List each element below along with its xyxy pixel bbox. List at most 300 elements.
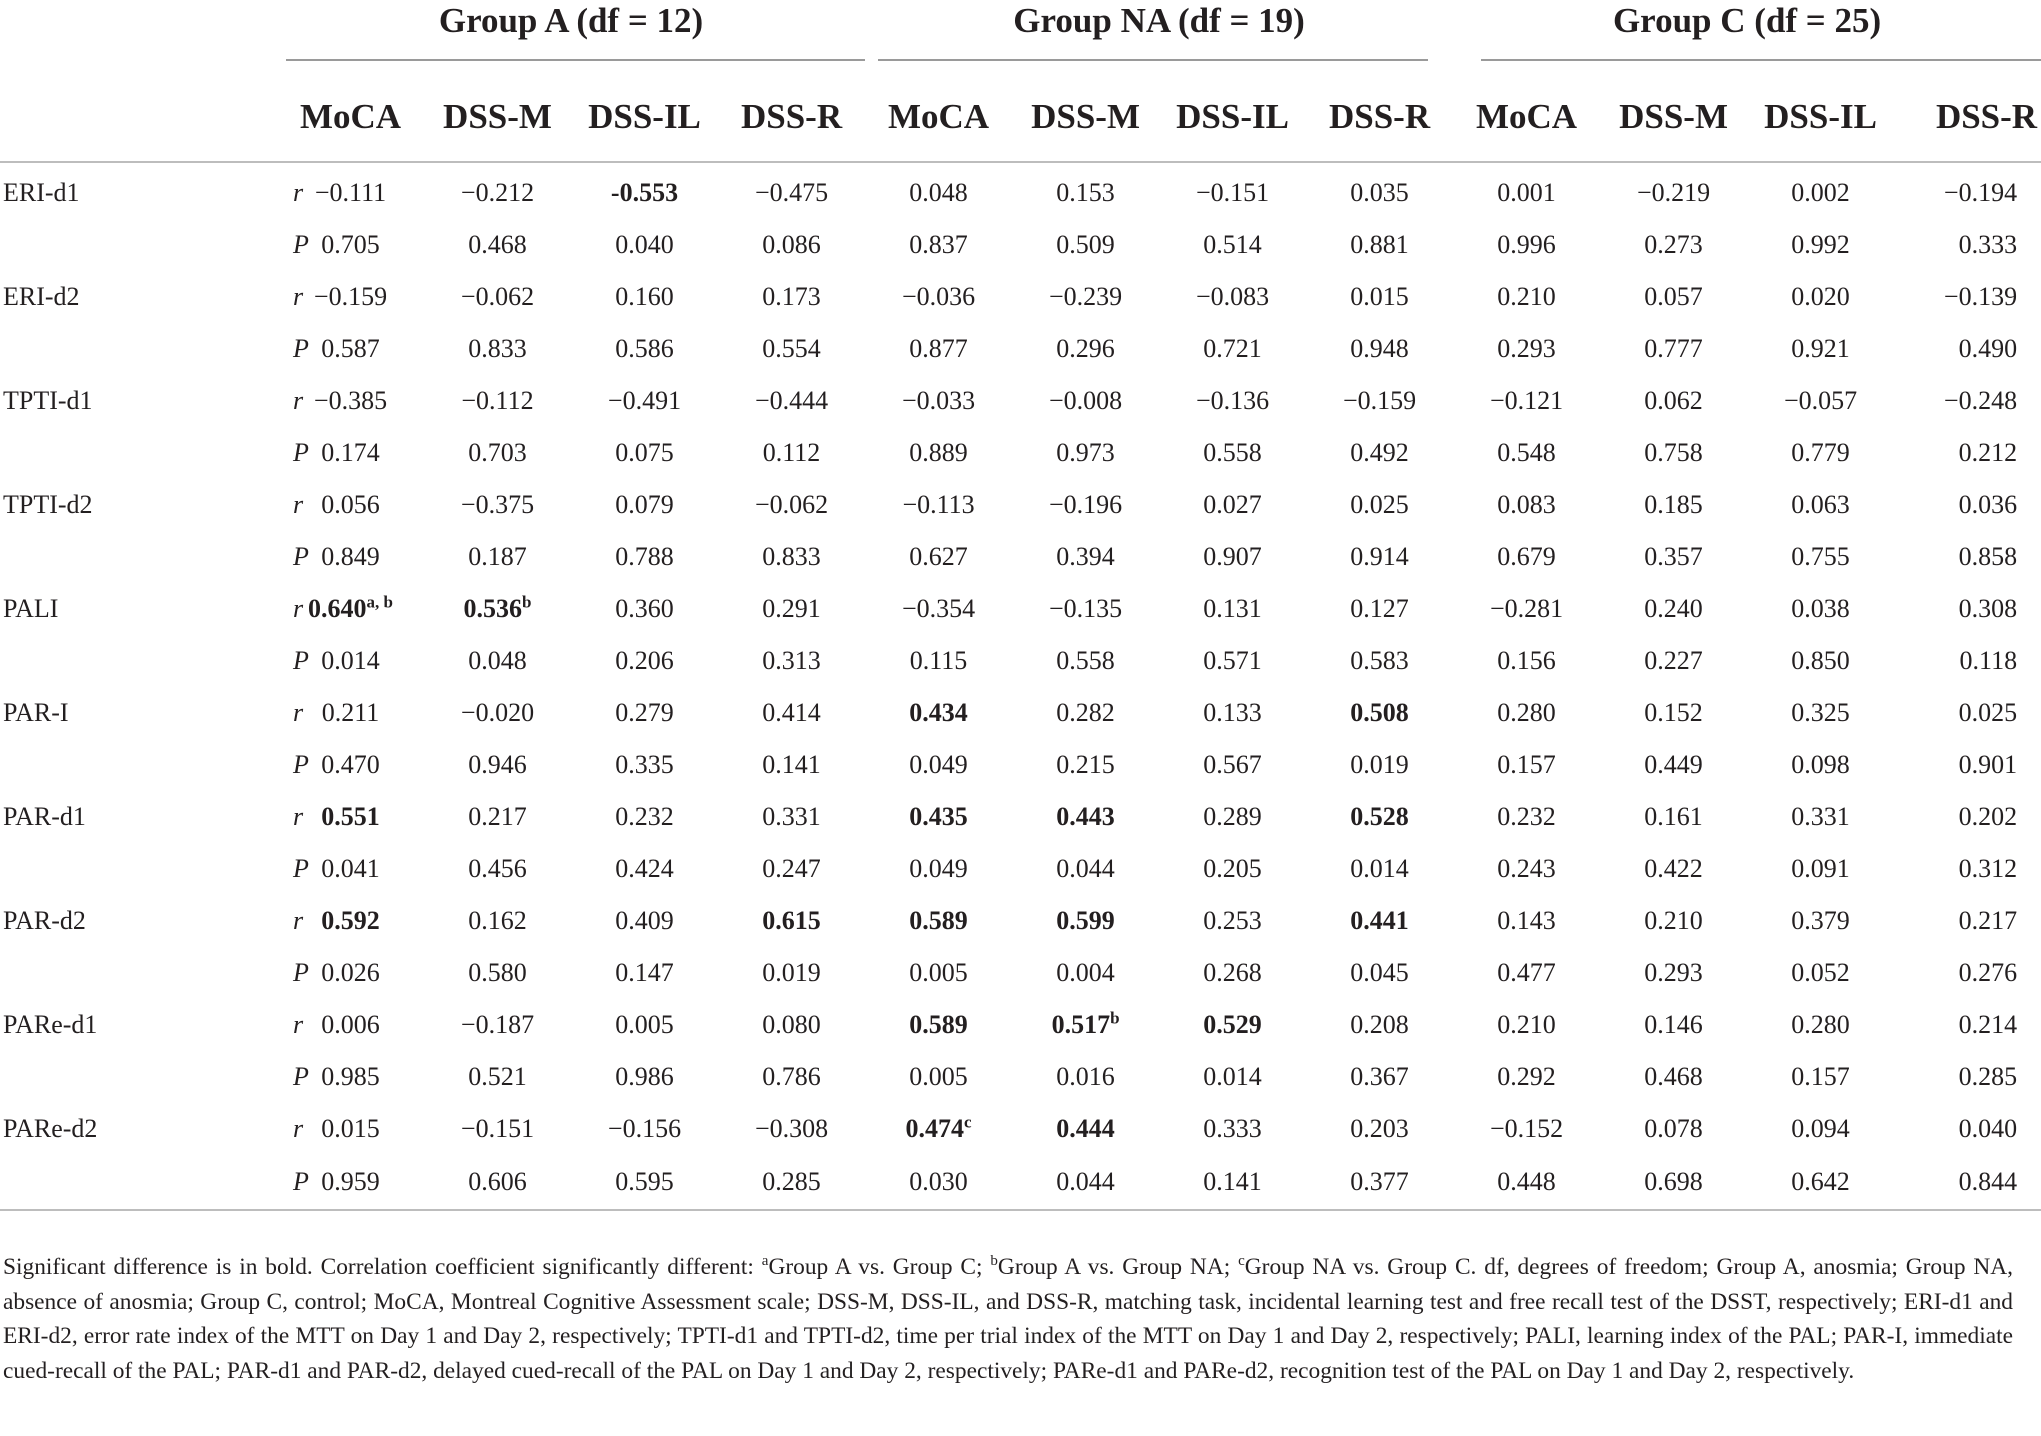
table-cell [865,583,1012,635]
table-cell [1747,479,1894,531]
cell-value: 0.946 [468,750,527,779]
row-stat: P [293,438,309,467]
cell-value: 0.002 [1791,178,1850,207]
table-cell [1159,999,1306,1051]
row-label [0,427,130,479]
cell-value: 0.282 [1056,698,1115,727]
table-cell [1012,162,1159,219]
row-label [0,739,130,791]
cell-value: 0.133 [1203,698,1262,727]
table-cell [1600,583,1747,635]
table-cell [571,323,718,375]
cell-value: 0.379 [1791,906,1850,935]
table-cell [1600,999,1747,1051]
table-cell [1747,947,1894,999]
cell-value: 0.202 [1958,802,2018,831]
table-cell [424,791,571,843]
table-cell [1894,323,2041,375]
table-cell [1894,895,2041,947]
table-cell [1747,323,1894,375]
cell-value: 0.599 [1056,906,1115,935]
table-cell [865,375,1012,427]
cell-value: −0.159 [1342,386,1417,415]
row-label: PAR-d2 [3,906,86,935]
cell-value: 0.015 [321,1114,380,1143]
cell-value: 0.038 [1791,594,1850,623]
cell-value: 0.448 [1497,1167,1556,1196]
table-cell [1012,323,1159,375]
table-cell [571,375,718,427]
cell-value: 0.331 [1791,802,1850,831]
cell-value: 0.901 [1958,750,2018,779]
cell-value: 0.837 [909,230,968,259]
table-cell [718,375,865,427]
row-stat: r [293,594,304,623]
cell-value: 0.187 [468,542,527,571]
table-cell [1159,947,1306,999]
table-cell [1012,427,1159,479]
cell-superscript: a, b [366,592,393,612]
cell-value: 0.040 [1958,1114,2018,1143]
cell-value: 0.755 [1791,542,1850,571]
table-cell [1894,1103,2041,1155]
cell-value: 0.162 [468,906,527,935]
table-row [0,479,2041,531]
column-header: DSS-M [1012,97,1159,162]
cell-value: −0.194 [1943,178,2018,207]
cell-value: 0.232 [615,802,674,831]
cell-value: −0.239 [1048,282,1123,311]
cell-value: 0.325 [1791,698,1850,727]
cell-value: 0.185 [1644,490,1703,519]
cell-value: 0.849 [321,542,380,571]
cell-value: 0.606 [468,1167,527,1196]
cell-value: 0.062 [1644,386,1703,415]
table-cell [1894,271,2041,323]
cell-value: 0.291 [762,594,821,623]
table-cell [1306,531,1453,583]
cell-value: 0.253 [1203,906,1262,935]
cell-value: 0.508 [1350,698,1409,727]
cell-value: 0.153 [1056,178,1115,207]
table-row [0,323,2041,375]
cell-value: 0.217 [1958,906,2018,935]
table-cell [571,427,718,479]
table-cell [865,323,1012,375]
table-cell [1600,271,1747,323]
table-cell [1600,479,1747,531]
cell-value: 0.394 [1056,542,1115,571]
table-cell [424,635,571,687]
table-cell [718,531,865,583]
cell-value: 0.131 [1203,594,1262,623]
cell-value: 0.083 [1497,490,1556,519]
cell-value: 0.210 [1644,906,1703,935]
table-cell [1306,895,1453,947]
cell-value: 0.160 [615,282,674,311]
cell-value: 0.444 [1056,1114,1115,1143]
cell-value: 0.044 [1056,1167,1115,1196]
cell-value: 0.019 [762,958,821,987]
row-stat: P [130,1155,277,1210]
row-stat: r [293,1010,304,1039]
cell-value: 0.079 [615,490,674,519]
cell-value: 0.025 [1958,698,2018,727]
cell-value: 0.035 [1350,178,1409,207]
cell-value: 0.333 [1958,230,2018,259]
table-cell [718,791,865,843]
table-footnote [3,1250,2013,1388]
cell-value: −0.151 [1195,178,1270,207]
cell-value: 0.232 [1497,802,1556,831]
table-cell [1159,323,1306,375]
table-row [0,999,2041,1051]
cell-value: 0.456 [468,854,527,883]
table-cell [1306,219,1453,271]
table-cell [865,1051,1012,1103]
table-cell [571,999,718,1051]
table-cell [1453,1103,1600,1155]
cell-value: −0.136 [1195,386,1270,415]
table-cell [1159,583,1306,635]
row-label [0,947,130,999]
cell-value: 0.959 [321,1167,380,1196]
column-header: DSS-IL [571,97,718,162]
table-cell [718,583,865,635]
table-cell [718,1155,865,1210]
table-row [0,583,2041,635]
table-cell [865,999,1012,1051]
table-row [0,1103,2041,1155]
table-cell [865,219,1012,271]
table-cell [1159,162,1306,219]
cell-value: 0.788 [615,542,674,571]
table-cell [1306,427,1453,479]
row-label: TPTI-d2 [3,490,93,519]
table-cell [1747,1155,1894,1210]
table-cell [1747,1051,1894,1103]
table-cell [1306,375,1453,427]
table-cell [718,1103,865,1155]
table-cell [1453,947,1600,999]
table-cell [1600,427,1747,479]
cell-value: 0.779 [1791,438,1850,467]
cell-value: 0.063 [1791,490,1850,519]
cell-value: 0.285 [1958,1062,2018,1091]
table-cell [1453,843,1600,895]
cell-value: 0.027 [1203,490,1262,519]
table-cell [1894,791,2041,843]
cell-value: 0.589 [909,906,968,935]
table-cell [1159,219,1306,271]
cell-value: 0.758 [1644,438,1703,467]
table-cell [865,427,1012,479]
table-cell [424,1155,571,1210]
cell-value: 0.041 [321,854,380,883]
row-stat: r [293,698,304,727]
table-cell [1747,687,1894,739]
cell-value: 0.422 [1644,854,1703,883]
cell-value: 0.268 [1203,958,1262,987]
cell-value: 0.586 [615,334,674,363]
cell-value: 0.080 [762,1010,821,1039]
table-cell [1600,1155,1747,1210]
row-label [0,1051,130,1103]
table-cell [424,323,571,375]
cell-value: −0.113 [902,490,975,519]
table-cell [1894,162,2041,219]
cell-value: 0.210 [1497,1010,1556,1039]
table-cell [718,947,865,999]
table-cell [718,687,865,739]
table-cell [571,895,718,947]
cell-value: 0.627 [909,542,968,571]
cell-value: 0.014 [1203,1062,1262,1091]
cell-value: −0.083 [1195,282,1270,311]
cell-value: 0.141 [1203,1167,1262,1196]
table-cell [424,531,571,583]
cell-value: 0.030 [909,1167,968,1196]
cell-value: 0.435 [909,802,968,831]
cell-value: −0.354 [901,594,976,623]
cell-value: 0.551 [321,802,380,831]
table-cell [1747,739,1894,791]
table-cell [1012,947,1159,999]
table-cell [1747,531,1894,583]
cell-value: 0.161 [1644,802,1703,831]
cell-value: −0.375 [460,490,535,519]
cell-superscript: b [522,592,532,612]
table-cell [1306,843,1453,895]
cell-superscript: c [964,1112,972,1132]
group-na-header: Group NA (df = 19) [865,0,1453,61]
table-cell [1012,635,1159,687]
cell-value: 0.217 [468,802,527,831]
column-header: DSS-IL [1159,97,1306,162]
table-row [0,791,2041,843]
row-label [0,531,130,583]
cell-value: 0.786 [762,1062,821,1091]
cell-value: 0.921 [1791,334,1850,363]
cell-value: 0.001 [1497,178,1556,207]
cell-value: 0.850 [1791,646,1850,675]
table-cell [1600,791,1747,843]
cell-value: 0.280 [1497,698,1556,727]
cell-value: −0.057 [1783,386,1858,415]
table-cell [865,843,1012,895]
cell-superscript: b [1110,1008,1120,1028]
cell-value: −0.112 [461,386,534,415]
table-cell [424,739,571,791]
row-stat: P [293,854,309,883]
cell-value: 0.146 [1644,1010,1703,1039]
cell-value: 0.587 [321,334,380,363]
cell-value: 0.833 [762,542,821,571]
cell-value: −0.475 [754,178,829,207]
table-cell [1159,375,1306,427]
table-cell [1306,323,1453,375]
cell-value: 0.048 [909,178,968,207]
table-cell [1894,739,2041,791]
table-cell [1747,999,1894,1051]
table-cell [424,219,571,271]
cell-value: −0.385 [313,386,388,415]
table-cell [1012,843,1159,895]
table-row [0,947,2041,999]
cell-value: −0.020 [460,698,535,727]
table-cell [1600,162,1747,219]
row-label: PAR-I [3,698,69,727]
table-cell [571,583,718,635]
cell-value: 0.583 [1350,646,1409,675]
cell-value: 0.025 [1350,490,1409,519]
table-cell [1012,219,1159,271]
table-cell [1306,1155,1453,1210]
table-cell [1306,1051,1453,1103]
header-spacer [0,97,277,162]
cell-value: 0.858 [1958,542,2018,571]
table-cell [571,843,718,895]
table-cell [571,947,718,999]
cell-value: 0.280 [1791,1010,1850,1039]
cell-value: 0.477 [1497,958,1556,987]
table-cell [424,999,571,1051]
cell-value: 0.571 [1203,646,1262,675]
table-cell [1894,219,2041,271]
column-header-row [0,97,2041,162]
table-cell [718,635,865,687]
table-cell [1453,1051,1600,1103]
cell-value: 0.208 [1350,1010,1409,1039]
table-cell [1159,427,1306,479]
cell-value: 0.005 [615,1010,674,1039]
table-cell [865,531,1012,583]
table-cell [1159,531,1306,583]
table-cell [865,1155,1012,1210]
table-cell [1306,479,1453,531]
table-cell [865,162,1012,219]
table-cell [865,1103,1012,1155]
table-cell [1600,947,1747,999]
table-cell [1747,843,1894,895]
table-cell [1306,739,1453,791]
cell-value: 0.528 [1350,802,1409,831]
footnote-sup-c: c [1238,1253,1245,1270]
cell-value: 0.049 [909,750,968,779]
table-cell [865,635,1012,687]
cell-value: −0.308 [754,1114,829,1143]
table-cell [718,219,865,271]
table-cell [1453,583,1600,635]
table-cell [571,791,718,843]
table-row [0,531,2041,583]
cell-value: 0.014 [1350,854,1409,883]
cell-value: 0.203 [1350,1114,1409,1143]
table-cell [1894,479,2041,531]
cell-value: 0.536 [463,594,523,623]
cell-value: 0.844 [1958,1167,2018,1196]
row-stat: r [293,386,304,415]
cell-value: 0.721 [1203,334,1262,363]
table-cell [865,895,1012,947]
row-stat: r [293,490,304,519]
table-cell [1012,687,1159,739]
row-label: TPTI-d1 [3,386,93,415]
cell-value: 0.014 [321,646,380,675]
table-cell [1747,791,1894,843]
table-cell [424,895,571,947]
cell-value: 0.045 [1350,958,1409,987]
cell-value: 0.127 [1350,594,1409,623]
table-cell [1600,1051,1747,1103]
table-cell [571,479,718,531]
cell-value: 0.335 [615,750,674,779]
cell-value: 0.705 [321,230,380,259]
cell-value: 0.514 [1203,230,1262,259]
cell-value: 0.703 [468,438,527,467]
row-stat: P [293,1062,309,1091]
footnote-lead: Significant difference is in bold. Correlation coefficient significantly different: [3,1254,762,1280]
cell-value: −0.159 [313,282,388,311]
cell-value: 0.679 [1497,542,1556,571]
table-cell [571,271,718,323]
cell-value: 0.276 [1958,958,2018,987]
table-cell [865,479,1012,531]
cell-value: 0.414 [762,698,821,727]
table-cell [1159,843,1306,895]
table-cell [571,162,718,219]
cell-value: 0.986 [615,1062,674,1091]
cell-value: 0.777 [1644,334,1703,363]
cell-value: 0.367 [1350,1062,1409,1091]
cell-value: 0.312 [1958,854,2018,883]
cell-value: 0.642 [1791,1167,1850,1196]
cell-value: 0.973 [1056,438,1115,467]
table-cell [1894,427,2041,479]
cell-value: 0.078 [1644,1114,1703,1143]
cell-value: 0.026 [321,958,380,987]
row-stat: P [293,750,309,779]
group-c-header: Group C (df = 25) [1453,0,2041,61]
cell-value: −0.156 [607,1114,682,1143]
table-cell [1012,583,1159,635]
row-stat: r [293,802,304,831]
table-cell [1012,999,1159,1051]
cell-value: 0.206 [615,646,674,675]
cell-value: −0.036 [901,282,976,311]
cell-value: 0.595 [615,1167,674,1196]
cell-value: 0.094 [1791,1114,1850,1143]
table-cell [1306,999,1453,1051]
table-cell [1600,843,1747,895]
cell-value: 0.212 [1958,438,2018,467]
cell-value: 0.877 [909,334,968,363]
cell-value: 0.285 [762,1167,821,1196]
cell-value: 0.273 [1644,230,1703,259]
table-cell [718,323,865,375]
cell-value: −0.196 [1048,490,1123,519]
table-row [0,739,2041,791]
cell-value: 0.985 [321,1062,380,1091]
cell-value: 0.075 [615,438,674,467]
cell-value: 0.057 [1644,282,1703,311]
cell-value: 0.313 [762,646,821,675]
cell-value: 0.443 [1056,802,1115,831]
table-row [0,219,2041,271]
table-cell [1453,791,1600,843]
table-cell [1894,583,2041,635]
cell-value: 0.377 [1350,1167,1409,1196]
